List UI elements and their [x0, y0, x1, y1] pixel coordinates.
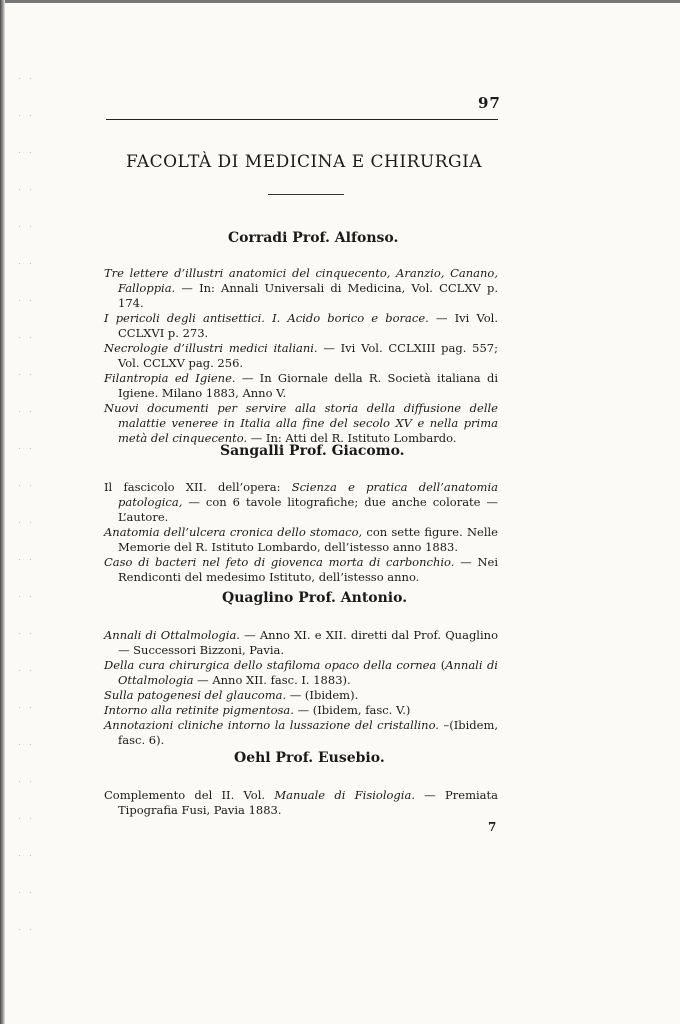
entries-corradi [104, 266, 498, 446]
list-item: Necrologie d’illustri medici italiani. — Ivi Vol. CCLXIII pag. 557; Vol. CCLXV pag. 256. [104, 341, 498, 370]
list-item: Annotazioni cliniche intorno la lussazione del cristallino. –(Ibidem, fasc. 6). [104, 718, 498, 747]
list-item: Anatomia dell’ulcera cronica dello stomaco, con sette figure. Nelle Memorie del R. Istituto Lombardo, dell’istesso anno 1883. [104, 525, 498, 554]
list-item: Della cura chirurgica dello stafiloma opaco della cornea (Annali di Ottalmologia — Anno XII. fasc. I. 1883). [104, 658, 498, 687]
page-binding-edge [0, 0, 5, 1024]
list-item: Sulla patogenesi del glaucoma. — (Ibidem). [104, 688, 359, 702]
entries-oehl [104, 788, 498, 818]
entries-quaglino [104, 628, 498, 748]
page-top-edge [0, 0, 680, 3]
author-heading-oehl: Oehl Prof. Eusebio. [234, 750, 385, 766]
header-rule [106, 119, 498, 120]
page-title: FACOLTÀ DI MEDICINA E CHIRURGIA [126, 152, 483, 172]
paper-specks [14, 60, 34, 960]
list-item: Intorno alla retinite pigmentosa. — (Ibidem, fasc. V.) [104, 703, 411, 717]
author-heading-quaglino: Quaglino Prof. Antonio. [222, 590, 408, 606]
list-item: Il fascicolo XII. dell’opera: Scienza e pratica dell’anatomia patologica, — con 6 tavole litografiche; due anche colorate — L’autore. [104, 480, 498, 524]
entries-sangalli [104, 480, 498, 585]
list-item: I pericoli degli antisettici. I. Acido borico e borace. — Ivi Vol. CCLXVI p. 273. [104, 311, 498, 340]
list-item: Complemento del II. Vol. Manuale di Fisiologia. — Premiata Tipografia Fusi, Pavia 1883. [104, 788, 498, 817]
list-item: Tre lettere d’illustri anatomici del cinquecento, Aranzio, Canano, Falloppia. — In: Annali Universali di Medicina, Vol. CCLXV p. 174. [104, 266, 498, 310]
list-item: Nuovi documenti per servire alla storia della diffusione delle malattie veneree in Italia alla fine del secolo XV e nella prima metà del cinquecento. — In: Atti del R. Istituto Lombardo. [104, 401, 498, 445]
list-item: Caso di bacteri nel feto di giovenca morta di carbonchio. — Nei Rendiconti del medesimo Istituto, dell’istesso anno. [104, 555, 499, 584]
author-heading-corradi: Corradi Prof. Alfonso. [228, 230, 399, 246]
page-number: 97 [478, 94, 501, 112]
signature-mark: 7 [488, 820, 497, 834]
list-item: Annali di Ottalmologia. — Anno XI. e XII. diretti dal Prof. Quaglino — Successori Bizzoni, Pavia. [104, 628, 498, 657]
author-heading-sangalli: Sangalli Prof. Giacomo. [220, 443, 405, 459]
title-rule [268, 194, 344, 195]
list-item: Filantropia ed Igiene. — In Giornale della R. Società italiana di Igiene. Milano 1883, Anno V. [104, 371, 498, 400]
